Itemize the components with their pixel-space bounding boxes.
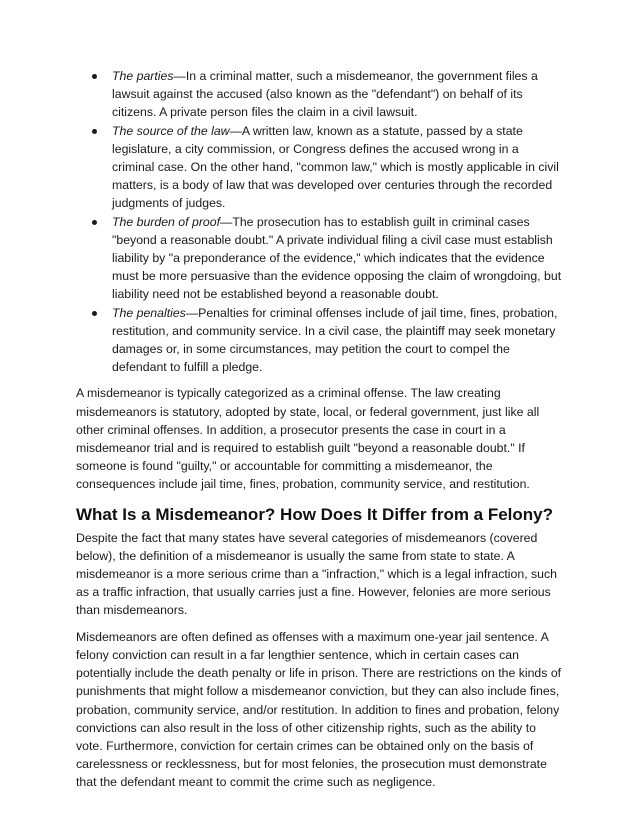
list-item-text: A written law, known as a statute, passed by a state legislature, a city commission, or Congress defines the accused wrong in a criminal case. On the other hand, "common law," which is mostly applicable in civil matters, is a body of law that was developed over centuries through the recorded judgments of judges. [112,123,559,211]
list-item-text: In a criminal matter, such a misdemeanor, the government files a lawsuit against the accused (also known as the "defendant") on behalf of its citizens. A private person files the claim in a civil lawsuit. [112,69,538,120]
em-dash: — [220,214,233,229]
list-item [76,213,564,304]
bullet-icon [92,129,97,134]
list-item-term: The burden of proof [112,214,221,229]
em-dash: — [229,123,242,138]
list-item [76,67,564,122]
list-item [76,304,564,377]
list-item-term: The parties [112,69,174,83]
section-paragraph: Misdemeanors are often defined as offenses with a maximum one-year jail sentence. A felony conviction can result in a far lengthier sentence, which in certain cases can potentially include the death penalty or life in prison. There are restrictions on the kinds of punishments that might follow a misdemeanor conviction, but they can also include fines, probation, community service, and/or restitution. In addition to fines and probation, felony convictions can also result in the loss of other citizenship rights, such as the ability to vote. Furthermore, conviction for certain crimes can be obtained only on the basis of carelessness or recklessness, but for most felonies, the prosecution must demonstrate that the defendant meant to commit the crime such as negligence. [76,629,562,790]
em-dash: — [185,305,199,320]
list-item [76,122,564,213]
em-dash: — [173,69,186,83]
list-item-term: The source of the law [112,123,230,138]
comparison-list [76,67,564,376]
document-body [76,67,564,800]
list-item-term: The penalties [112,305,186,320]
list-item-text: The prosecution has to establish guilt in criminal cases "beyond a reasonable doubt." A private individual filing a civil case must establish liability by "a preponderance of the evidence," which indicates that the evidence must be more persuasive than the evidence opposing the claim of wrongdoing, but liability need not be established beyond a reasonable doubt. [112,214,562,302]
bullet-icon [92,311,97,316]
bullet-icon [92,220,97,225]
bullet-icon [92,74,97,79]
list-item-text: Penalties for criminal offenses include of jail time, fines, probation, restitution, and community service. In a civil case, the plaintiff may seek monetary damages or, in some circumstances, may petition the court to compel the defendant to fulfill a pledge. [112,305,558,375]
section-heading: What Is a Misdemeanor? How Does It Differ from a Felony? [76,504,554,524]
intro-paragraph: A misdemeanor is typically categorized as a criminal offense. The law creating misdemeanors is statutory, adopted by state, local, or federal government, just like all other criminal offenses. In addition, a prosecutor presents the case in court in a misdemeanor trial and is required to establish guilt "beyond a reasonable doubt." If someone is found "guilty," or accountable for committing a misdemeanor, the consequences include jail time, fines, probation, community service, and restitution. [76,386,540,492]
section-paragraph: Despite the fact that many states have several categories of misdemeanors (covered below), the definition of a misdemeanor is usually the same from state to state. A misdemeanor is a more serious crime than a "infraction," which is a legal infraction, such as a traffic infraction, that usually carries just a fine. However, felonies are more serious than misdemeanors. [76,530,558,618]
